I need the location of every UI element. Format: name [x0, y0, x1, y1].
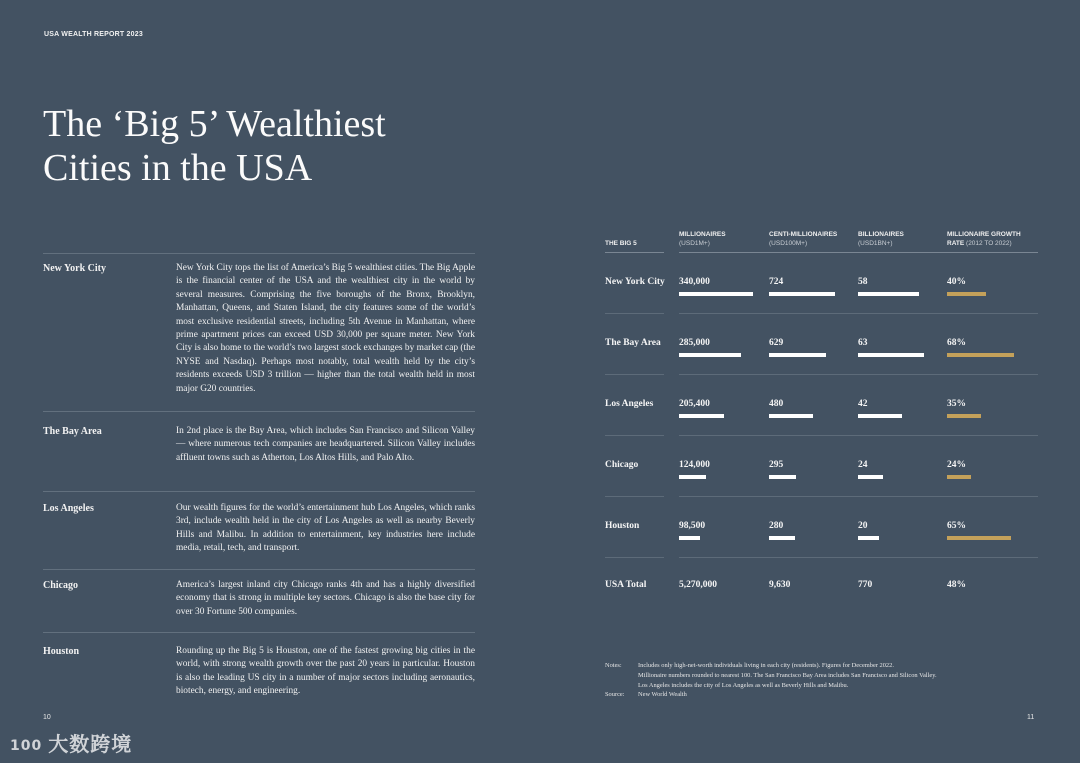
row-city: New York City	[605, 277, 665, 287]
table-notes	[605, 661, 1025, 703]
watermark	[10, 728, 132, 757]
section-city-name: New York City	[43, 263, 106, 274]
section-chicago	[43, 569, 475, 632]
row-divider	[605, 496, 664, 497]
header-divider	[947, 252, 1038, 253]
bar-growth	[947, 414, 981, 418]
value-millionaires: 205,400	[679, 399, 710, 409]
notes-line-2: Millionaire numbers rounded to nearest 100. The San Francisco Bay Area includes San Francisco and Silicon Valley.	[638, 671, 937, 679]
notes-label: Notes:	[605, 662, 622, 669]
total-centi-millionaires: 9,630	[769, 580, 791, 590]
value-growth: 68%	[947, 338, 966, 348]
bar-growth	[947, 353, 1014, 357]
value-centi-millionaires: 724	[769, 277, 784, 287]
section-text: New York City tops the list of America’s Big 5 wealthiest cities. The Big Apple is the financial center of the USA and the wealthiest city in the world by several measures. Comprising the five boroughs of the Bronx, Brooklyn, Manhattan, Queens, and Staten Island, the city features some of the world’s most exclusive residential streets, including 5th Avenue in Manhattan, where prime apartment prices can exceed USD 30,000 per square meter. New York City is also home to the world’s two largest stock exchanges by market cap (the NYSE and Nasdaq). Perhaps most notably, total wealth held by the city’s residents exceeds USD 3 trillion — higher than the total wealth held in most major G20 countries.	[176, 263, 475, 394]
header-divider	[605, 252, 664, 253]
bar-centi-millionaires	[769, 536, 795, 540]
bar-growth	[947, 292, 986, 296]
section-new-york	[43, 253, 475, 411]
big5-table	[605, 228, 1038, 608]
section-text: In 2nd place is the Bay Area, which includes San Francisco and Silicon Valley — where numerous tech companies are headquartered. Silicon Valley includes affluent towns such as Atherton, Los Altos Hills, and Palo Alto.	[176, 426, 475, 463]
row-divider	[605, 374, 664, 375]
row-divider	[947, 557, 1038, 558]
value-millionaires: 285,000	[679, 338, 710, 348]
value-billionaires: 24	[858, 460, 868, 470]
value-growth: 40%	[947, 277, 966, 287]
bar-centi-millionaires	[769, 414, 813, 418]
section-houston	[43, 632, 475, 702]
row-city: The Bay Area	[605, 338, 661, 348]
row-divider	[947, 435, 1038, 436]
header-growth: MILLIONAIRE GROWTH RATE (2012 TO 2022)	[947, 231, 1021, 247]
bar-billionaires	[858, 536, 879, 540]
value-growth: 24%	[947, 460, 966, 470]
total-city: USA Total	[605, 580, 647, 590]
row-divider	[605, 435, 664, 436]
section-city-name: The Bay Area	[43, 426, 102, 437]
bar-millionaires	[679, 475, 706, 479]
header-millionaires: MILLIONAIRES (USD1M+)	[679, 231, 726, 247]
source-text: New World Wealth	[638, 691, 687, 699]
bar-centi-millionaires	[769, 475, 796, 479]
page-number-left: 10	[43, 714, 51, 721]
notes-line-1: Includes only high-net-worth individuals living in each city (residents). Figures for December 2022.	[638, 662, 894, 669]
bar-billionaires	[858, 292, 919, 296]
row-city: Houston	[605, 521, 640, 531]
value-growth: 35%	[947, 399, 966, 409]
section-text: Rounding up the Big 5 is Houston, one of the fastest growing big cities in the world, with strong wealth growth over the past 20 years in particular. Houston is also the leading US city in a number of major sectors including aeronautics, biotech, energy, and engineering.	[176, 646, 475, 697]
row-divider	[947, 313, 1038, 314]
city-sections	[43, 253, 475, 702]
section-los-angeles	[43, 491, 475, 569]
bar-millionaires	[679, 414, 724, 418]
value-centi-millionaires: 295	[769, 460, 784, 470]
title-line-2: Cities in the USA	[43, 147, 313, 189]
row-city: Chicago	[605, 460, 639, 470]
total-growth: 48%	[947, 580, 966, 590]
section-city-name: Houston	[43, 646, 80, 657]
header-centi-millionaires: CENTI-MILLIONAIRES (USD100M+)	[769, 231, 838, 247]
bar-centi-millionaires	[769, 353, 826, 357]
header-city: THE BIG 5	[605, 240, 637, 247]
value-centi-millionaires: 480	[769, 399, 784, 409]
source-label: Source:	[605, 691, 625, 699]
page-number-right: 11	[1027, 714, 1035, 721]
total-billionaires: 770	[858, 580, 873, 590]
total-millionaires: 5,270,000	[679, 580, 717, 590]
value-billionaires: 63	[858, 338, 868, 348]
value-growth: 65%	[947, 521, 966, 531]
title-line-1: The ‘Big 5’ Wealthiest	[43, 103, 386, 145]
section-city-name: Chicago	[43, 580, 78, 591]
bar-growth	[947, 536, 1011, 540]
bar-millionaires	[679, 353, 741, 357]
row-divider	[947, 496, 1038, 497]
row-divider	[605, 313, 664, 314]
bar-growth	[947, 475, 971, 479]
bar-billionaires	[858, 353, 924, 357]
page-title	[43, 102, 523, 190]
section-text: America’s largest inland city Chicago ranks 4th and has a highly diversified economy that is strong in multiple key sectors. Chicago is also the base city for over 30 Fortune 500 companies.	[176, 580, 475, 617]
section-text: Our wealth figures for the world’s entertainment hub Los Angeles, which ranks 3rd, include wealth held in the city of Los Angeles as well as nearby Beverly Hills and Malibu. In addition to entertainment, key industries here include media, retail, tech, and transport.	[176, 503, 475, 554]
value-billionaires: 20	[858, 521, 868, 531]
bar-centi-millionaires	[769, 292, 835, 296]
bar-billionaires	[858, 414, 902, 418]
value-billionaires: 42	[858, 399, 868, 409]
value-centi-millionaires: 280	[769, 521, 784, 531]
section-city-name: Los Angeles	[43, 503, 94, 514]
value-billionaires: 58	[858, 277, 868, 287]
value-millionaires: 124,000	[679, 460, 710, 470]
value-millionaires: 340,000	[679, 277, 710, 287]
row-city: Los Angeles	[605, 399, 654, 409]
value-millionaires: 98,500	[679, 521, 706, 531]
header-billionaires: BILLIONAIRES (USD1BN+)	[858, 231, 904, 247]
bar-millionaires	[679, 536, 700, 540]
watermark-logo-icon: 100	[10, 737, 43, 754]
notes-line-3: Los Angeles includes the city of Los Angeles as well as Beverly Hills and Malibu.	[638, 681, 849, 689]
watermark-text: 大数跨境	[48, 732, 133, 756]
section-bay-area	[43, 411, 475, 491]
bar-millionaires	[679, 292, 753, 296]
report-label: USA WEALTH REPORT 2023	[44, 31, 143, 38]
row-divider	[605, 557, 664, 558]
row-divider	[947, 374, 1038, 375]
value-centi-millionaires: 629	[769, 338, 784, 348]
bar-billionaires	[858, 475, 883, 479]
